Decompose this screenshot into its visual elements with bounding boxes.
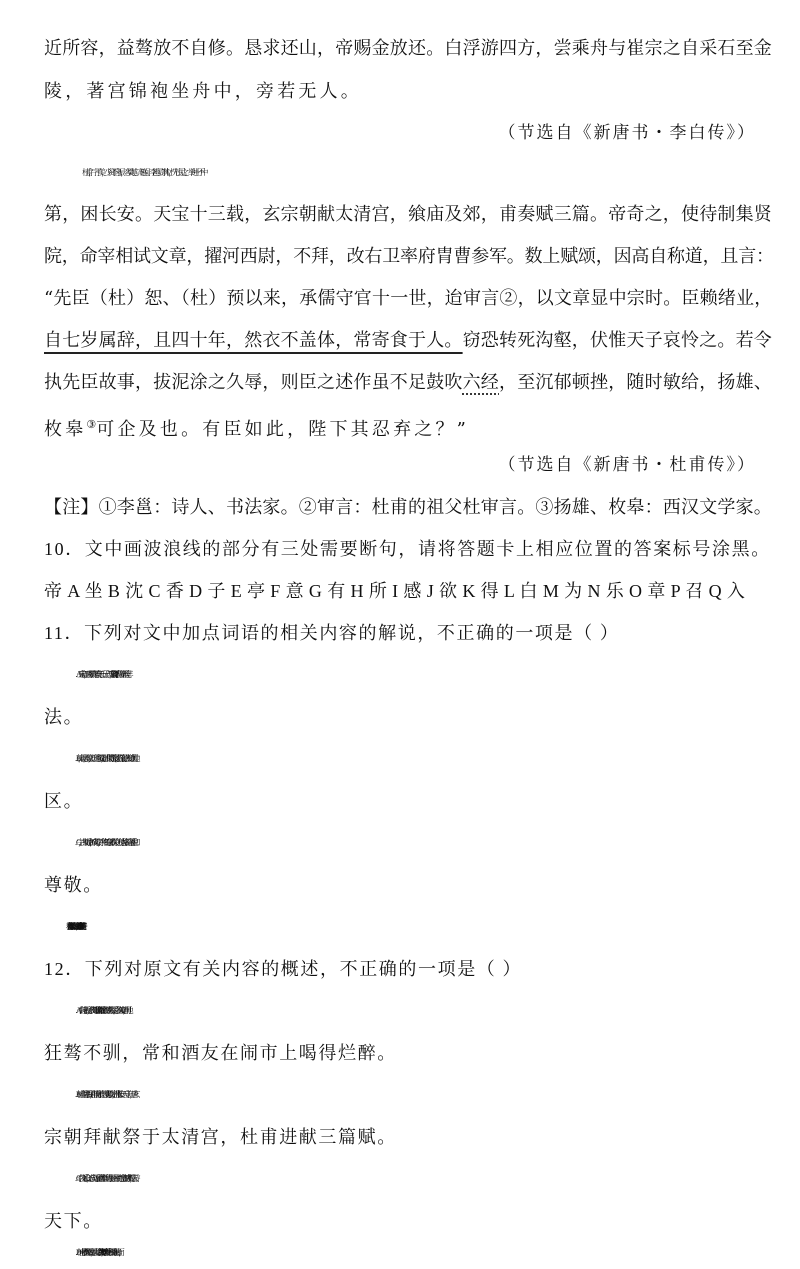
q11-option-d-line-1 [76, 914, 796, 940]
du-fu-passage-line-5-rest: 窃恐转死沟壑，伏惟天子哀怜之。若令 [462, 330, 773, 351]
annotation-notes: 【注】①李邕：诗人、书法家。②审言：杜甫的祖父杜审言。③扬雄、枚皋：西汉文学家。 [44, 497, 772, 517]
du-fu-passage-line-6 [44, 370, 773, 396]
du-fu-passage-line-1: 杜甫，字子美，少贫不自振，客吴越、齐赵间。李邕①奇其材，先往见之。举进士不中 [82, 168, 204, 177]
q12-option-a-line-1: A．李白诗名远扬，被贺知章称为“谪仙人”。后来他得到玄宗厚爱，多次被宴请，可他 [76, 1006, 128, 1015]
q12-option-a-line-2: 狂骜不驯，常和酒友在闹市上喝得烂醉。 [44, 1043, 397, 1063]
q11-option-c-line-1: C．字，古人幼时命名，成年取字，字和名的意义多有关联。对他人称名是出于礼貌和 [76, 838, 135, 847]
question-10-stem: 10．文中画波浪线的部分有三处需要断句，请将答题卡上相应位置的答案标号涂黑。 [44, 539, 771, 559]
question-12-stem: 12．下列对原文有关内容的概述，不正确的一项是（ ） [44, 959, 523, 979]
q12-option-d-line-1: D．杜甫一心想“执先臣故事，拔泥涂之久辱”而“数上赋颂”，表现出积极进取的一面， [76, 1248, 120, 1257]
du-fu-passage-line-7-a: 枚皋 [44, 419, 87, 440]
du-fu-passage-line-3: 院，命宰相试文章，擢河西尉，不拜，改右卫率府胄曹参军。数上赋颂，因高自称道，且言： [44, 246, 774, 267]
note-marker-3: ③ [86, 418, 97, 431]
question-11-stem: 11．下列对文中加点词语的相关内容的解说，不正确的一项是（ ） [44, 623, 620, 643]
du-fu-passage-line-2: 第，困长安。天宝十三载，玄宗朝献太清宫，飨庙及郊，甫奏赋三篇。帝奇之，使待制集贤 [44, 204, 772, 225]
q11-option-a-line-1: A．天宝初年，唐玄宗的年号有先天、开元、天宝，“天宝初年”属于古代帝王年号纪年 [76, 670, 128, 679]
dotted-term-liujing: 六经 [462, 372, 500, 393]
q11-option-b-line-1: B．徙，徙居，搬家，迁徙。也指流徙，即古代的流放刑罚，流放有罪之人到边远的地 [76, 754, 135, 763]
underlined-sentence: 自七岁属辞，且四十年，然衣不盖体，常寄食于人。 [44, 330, 463, 351]
q11-option-b-line-2: 区。 [44, 791, 84, 811]
du-fu-source: （节选自《新唐书・杜甫传》） [498, 455, 756, 475]
du-fu-passage-line-7 [44, 412, 764, 443]
li-bai-source: （节选自《新唐书・李白传》） [498, 123, 756, 143]
q12-option-c-line-2: 天下。 [44, 1211, 103, 1231]
q11-option-a-line-2: 法。 [44, 707, 84, 727]
du-fu-passage-line-4: “先臣（杜）恕、（杜）预以来，承儒守官十一世，迨审言②，以文章显中宗时。臣赖绪业， [44, 288, 773, 309]
du-fu-passage-line-5 [44, 328, 773, 354]
q12-option-b-line-2: 宗朝拜献祭于太清宫，杜甫进献三篇赋。 [44, 1127, 397, 1147]
du-fu-passage-line-6-b: ，至沉郁顿挫，随时敏给，扬雄、 [499, 372, 773, 393]
q11-option-c-line-2: 尊敬。 [44, 875, 103, 895]
li-bai-passage-line-2: 陵，著宫锦袍坐舟中，旁若无人。 [44, 81, 362, 102]
du-fu-passage-line-6-a: 执先臣故事，拔泥涂之久辱，则臣之述作虽不足鼓吹 [44, 372, 463, 393]
du-fu-passage-line-7-b: 可企及也。有臣如此，陛下其忍弃之？” [96, 419, 470, 440]
q12-option-b-line-1: B．杜甫少时生活贫困，但很有才能。他没有考取进士，滞留长安。天宝十三年，唐玄 [76, 1090, 135, 1099]
li-bai-passage-line-1: 近所容，益骜放不自修。恳求还山，帝赐金放还。白浮游四方，尝乘舟与崔宗之自采石至金 [44, 38, 772, 59]
question-10-answer-line: 帝 A 坐 B 沈 C 香 D 子 E 亭 F 意 G 有 H 所 I 感 J 欲 K 得 L 白 M 为 N 乐 O 章 P 召 Q 入 [44, 581, 746, 601]
q12-option-c-line-1: C．李白文采出众，志向高远。他借醉酒让高力士脱靴。主动拒绝皇帝封官赏赐，云游 [76, 1174, 135, 1183]
